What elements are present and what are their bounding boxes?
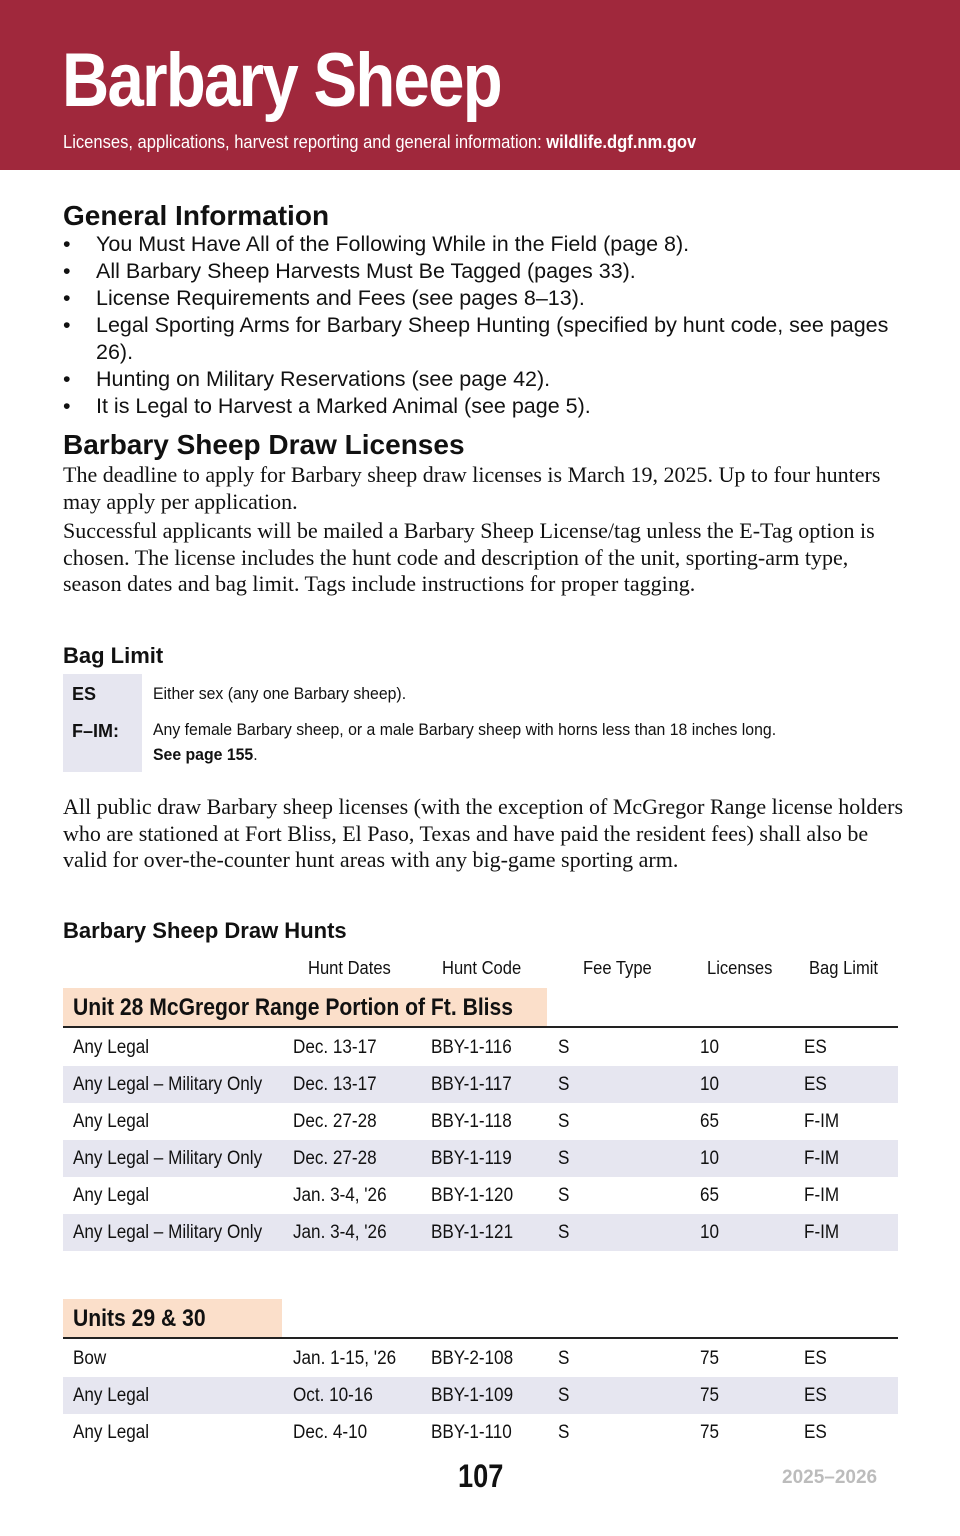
cell-code: BBY-1-120 — [431, 1185, 514, 1206]
cell-type: Any Legal — [73, 1111, 150, 1132]
cell-bag: F-IM — [804, 1222, 840, 1243]
table-rule — [63, 1026, 898, 1028]
cell-licenses: 65 — [700, 1111, 720, 1132]
cell-dates: Jan. 1-15, '26 — [293, 1348, 397, 1369]
bullet: • — [63, 394, 71, 418]
public-draw-note: All public draw Barbary sheep licenses (with the exception of McGregor Range license holders who are stationed at Fort Bliss, El Paso, Texas and have paid the resident fees) shall also be valid for over-the-counter hunt areas with any big-game sporting arm. — [63, 794, 904, 872]
table-row — [63, 1377, 898, 1414]
list-item: • Hunting on Military Reservations (see page 42). — [63, 367, 551, 391]
col-bag-limit: Bag Limit — [809, 958, 879, 978]
cell-bag: F-IM — [804, 1185, 840, 1206]
cell-licenses: 75 — [700, 1385, 720, 1406]
cell-code: BBY-1-118 — [431, 1111, 512, 1132]
cell-dates: Dec. 4-10 — [293, 1422, 368, 1443]
general-info-heading: General Information — [63, 200, 330, 231]
list-item: • It is Legal to Harvest a Marked Animal (see page 5). — [63, 394, 591, 418]
cell-fee: S — [558, 1037, 570, 1058]
col-hunt-dates: Hunt Dates — [308, 958, 391, 978]
draw-hunts-heading: Barbary Sheep Draw Hunts — [63, 918, 347, 943]
col-fee-type: Fee Type — [583, 958, 652, 978]
bag-desc-fim: Any female Barbary sheep, or a male Barbary sheep with horns less than 18 inches long. — [153, 720, 777, 739]
subtitle-text: Licenses, applications, harvest reporting and general information: — [63, 132, 542, 152]
edition-years: 2025–2026 — [782, 1467, 878, 1488]
table-row — [63, 1177, 898, 1214]
unit-header — [63, 1299, 282, 1337]
cell-fee: S — [558, 1074, 570, 1095]
list-item: • You Must Have All of the Following While in the Field (page 8). — [63, 232, 690, 256]
page-reference: See page 155 — [153, 745, 254, 764]
cell-type: Any Legal — [73, 1037, 150, 1058]
cell-dates: Dec. 27-28 — [293, 1111, 377, 1132]
bag-limit-heading: Bag Limit — [63, 643, 164, 668]
general-info-list — [63, 231, 903, 420]
cell-licenses: 10 — [700, 1037, 720, 1058]
bag-limit-codes — [63, 674, 142, 772]
list-item: • License Requirements and Fees (see pages 8–13). — [63, 286, 585, 310]
draw-deadline-paragraph: The deadline to apply for Barbary sheep draw licenses is March 19, 2025. Up to four hunters may apply per application. — [63, 462, 881, 514]
cell-bag: ES — [804, 1074, 827, 1095]
cell-code: BBY-1-116 — [431, 1037, 512, 1058]
table-row — [63, 1140, 898, 1177]
page-number: 107 — [458, 1458, 504, 1494]
table-row — [63, 1414, 898, 1451]
bullet: • — [63, 313, 71, 337]
cell-bag: ES — [804, 1385, 827, 1406]
bullet: • — [63, 259, 71, 283]
cell-type: Any Legal — [73, 1385, 150, 1406]
cell-bag: ES — [804, 1348, 827, 1369]
cell-fee: S — [558, 1185, 570, 1206]
cell-code: BBY-2-108 — [431, 1348, 514, 1369]
cell-dates: Jan. 3-4, '26 — [293, 1222, 387, 1243]
cell-type: Any Legal — [73, 1185, 150, 1206]
bag-desc-fim-ref: See page 155. — [153, 745, 258, 764]
page-title: Barbary Sheep — [62, 38, 501, 123]
unit-name: Units 29 & 30 — [73, 1305, 206, 1332]
cell-fee: S — [558, 1148, 570, 1169]
list-item: • Legal Sporting Arms for Barbary Sheep Hunting (specified by hunt code, see pages 26). — [63, 313, 889, 364]
cell-bag: F-IM — [804, 1111, 840, 1132]
table-rule — [63, 1337, 898, 1339]
header-subtitle — [63, 132, 696, 153]
cell-code: BBY-1-109 — [431, 1385, 514, 1406]
bag-code-es: ES — [72, 684, 97, 704]
cell-code: BBY-1-110 — [431, 1422, 512, 1443]
unit-name: Unit 28 McGregor Range Portion of Ft. Bliss — [73, 994, 514, 1021]
cell-type: Any Legal — [73, 1422, 150, 1443]
cell-dates: Jan. 3-4, '26 — [293, 1185, 387, 1206]
bag-desc-es: Either sex (any one Barbary sheep). — [153, 684, 407, 703]
website-link[interactable]: wildlife.dgf.nm.gov — [546, 132, 697, 152]
list-item: • All Barbary Sheep Harvests Must Be Tagged (pages 33). — [63, 259, 636, 283]
cell-type: Any Legal – Military Only — [73, 1148, 263, 1169]
cell-licenses: 10 — [700, 1222, 720, 1243]
cell-fee: S — [558, 1111, 570, 1132]
col-licenses: Licenses — [707, 958, 773, 978]
table-row — [63, 1340, 898, 1377]
unit-header — [63, 988, 547, 1026]
cell-licenses: 10 — [700, 1148, 720, 1169]
bullet: • — [63, 286, 71, 310]
header-banner — [0, 0, 960, 170]
draw-licenses-heading: Barbary Sheep Draw Licenses — [63, 429, 465, 460]
cell-dates: Dec. 27-28 — [293, 1148, 377, 1169]
cell-dates: Dec. 13-17 — [293, 1074, 377, 1095]
bag-code-fim: F–IM: — [72, 721, 119, 741]
cell-fee: S — [558, 1222, 570, 1243]
cell-fee: S — [558, 1348, 570, 1369]
table-row — [63, 1214, 898, 1251]
cell-licenses: 65 — [700, 1185, 720, 1206]
cell-code: BBY-1-117 — [431, 1074, 512, 1095]
cell-type: Any Legal – Military Only — [73, 1222, 263, 1243]
cell-bag: F-IM — [804, 1148, 840, 1169]
cell-fee: S — [558, 1385, 570, 1406]
cell-code: BBY-1-121 — [431, 1222, 514, 1243]
col-hunt-code: Hunt Code — [442, 958, 522, 978]
cell-licenses: 75 — [700, 1422, 720, 1443]
cell-type: Any Legal – Military Only — [73, 1074, 263, 1095]
cell-fee: S — [558, 1422, 570, 1443]
cell-bag: ES — [804, 1422, 827, 1443]
cell-licenses: 75 — [700, 1348, 720, 1369]
bullet: • — [63, 232, 71, 256]
cell-dates: Dec. 13-17 — [293, 1037, 377, 1058]
cell-dates: Oct. 10-16 — [293, 1385, 373, 1406]
cell-code: BBY-1-119 — [431, 1148, 512, 1169]
table-row — [63, 1029, 898, 1066]
bullet: • — [63, 367, 71, 391]
cell-type: Bow — [73, 1348, 107, 1369]
table-row — [63, 1066, 898, 1103]
table-row — [63, 1103, 898, 1140]
cell-licenses: 10 — [700, 1074, 720, 1095]
cell-bag: ES — [804, 1037, 827, 1058]
license-tag-paragraph: Successful applicants will be mailed a Barbary Sheep License/tag unless the E-Tag option is chosen. The license includes the hunt code and description of the unit, sporting-arm type, season dates and bag limit. Tags include instructions for proper tagging. — [63, 518, 875, 596]
